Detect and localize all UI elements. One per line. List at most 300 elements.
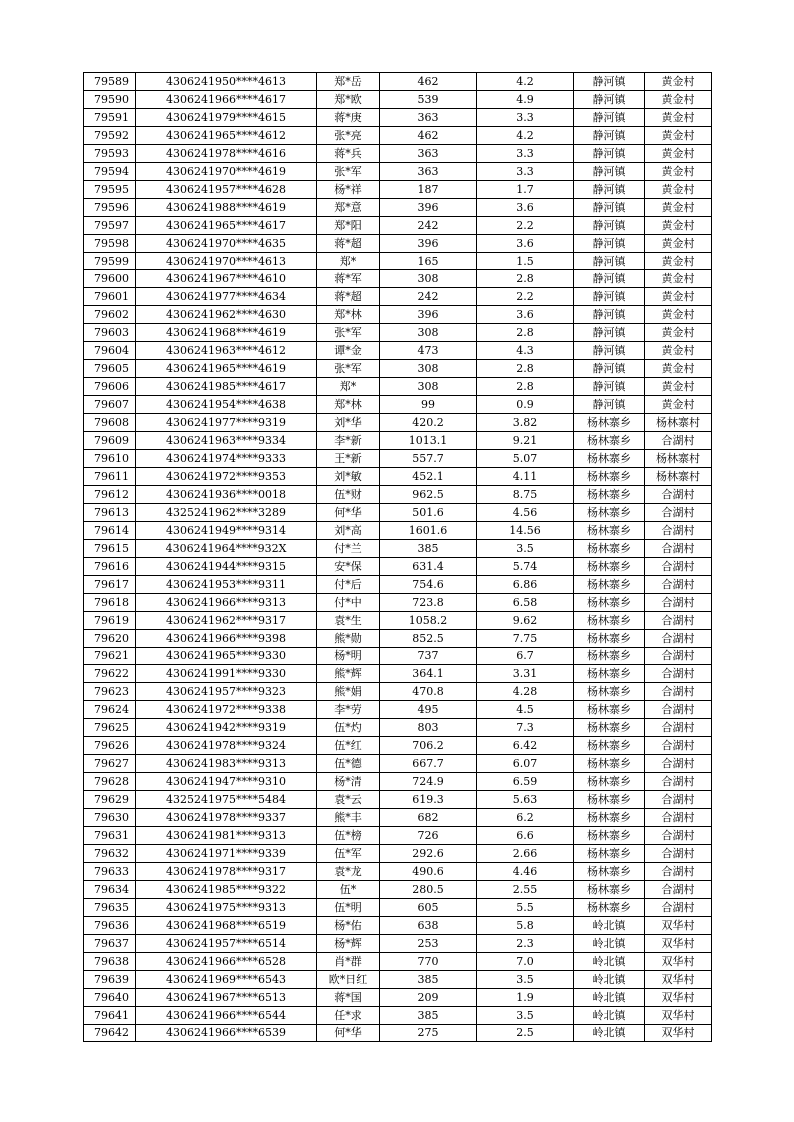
name-cell: 刘*高: [317, 521, 380, 539]
village-cell: 合湖村: [645, 755, 712, 773]
id-number-cell: 4306241965****9330: [136, 647, 317, 665]
village-cell: 合湖村: [645, 485, 712, 503]
table-row: [84, 414, 712, 432]
serial-number-cell: 79638: [84, 952, 136, 970]
table-row: [84, 90, 712, 108]
area-cell: 3.3: [477, 108, 574, 126]
amount-cell: 605: [380, 898, 477, 916]
table-row: [84, 557, 712, 575]
village-cell: 杨林寨村: [645, 414, 712, 432]
serial-number-cell: 79620: [84, 629, 136, 647]
amount-cell: 770: [380, 952, 477, 970]
amount-cell: 501.6: [380, 503, 477, 521]
township-cell: 杨林寨乡: [574, 844, 645, 862]
amount-cell: 396: [380, 198, 477, 216]
name-cell: 郑*欧: [317, 90, 380, 108]
table-row: [84, 216, 712, 234]
name-cell: 熊*丰: [317, 809, 380, 827]
serial-number-cell: 79624: [84, 701, 136, 719]
table-row: [84, 827, 712, 845]
table-row: [84, 467, 712, 485]
village-cell: 黄金村: [645, 306, 712, 324]
name-cell: 郑*林: [317, 396, 380, 414]
township-cell: 静河镇: [574, 126, 645, 144]
area-cell: 6.2: [477, 809, 574, 827]
id-number-cell: 4306241962****9317: [136, 611, 317, 629]
amount-cell: 396: [380, 234, 477, 252]
serial-number-cell: 79602: [84, 306, 136, 324]
table-row: [84, 270, 712, 288]
id-number-cell: 4306241978****4616: [136, 144, 317, 162]
serial-number-cell: 79608: [84, 414, 136, 432]
id-number-cell: 4306241985****4617: [136, 378, 317, 396]
village-cell: 合湖村: [645, 432, 712, 450]
name-cell: 王*新: [317, 450, 380, 468]
name-cell: 付*中: [317, 593, 380, 611]
table-row: [84, 234, 712, 252]
name-cell: 付*后: [317, 575, 380, 593]
village-cell: 黄金村: [645, 270, 712, 288]
id-number-cell: 4306241983****9313: [136, 755, 317, 773]
id-number-cell: 4306241970****4635: [136, 234, 317, 252]
area-cell: 2.8: [477, 378, 574, 396]
serial-number-cell: 79623: [84, 683, 136, 701]
township-cell: 杨林寨乡: [574, 629, 645, 647]
area-cell: 4.2: [477, 126, 574, 144]
table-row: [84, 360, 712, 378]
area-cell: 3.3: [477, 162, 574, 180]
serial-number-cell: 79628: [84, 773, 136, 791]
table-row: [84, 108, 712, 126]
table-row: [84, 126, 712, 144]
table-row: [84, 162, 712, 180]
id-number-cell: 4306241966****4617: [136, 90, 317, 108]
amount-cell: 462: [380, 73, 477, 91]
township-cell: 静河镇: [574, 306, 645, 324]
village-cell: 双华村: [645, 988, 712, 1006]
serial-number-cell: 79614: [84, 521, 136, 539]
table-row: [84, 791, 712, 809]
township-cell: 静河镇: [574, 180, 645, 198]
township-cell: 静河镇: [574, 252, 645, 270]
serial-number-cell: 79593: [84, 144, 136, 162]
table-row: [84, 611, 712, 629]
area-cell: 6.6: [477, 827, 574, 845]
table-row: [84, 432, 712, 450]
table-row: [84, 880, 712, 898]
township-cell: 静河镇: [574, 360, 645, 378]
village-cell: 合湖村: [645, 844, 712, 862]
id-number-cell: 4306241978****9337: [136, 809, 317, 827]
serial-number-cell: 79599: [84, 252, 136, 270]
village-cell: 黄金村: [645, 324, 712, 342]
table-row: [84, 952, 712, 970]
id-number-cell: 4306241966****9313: [136, 593, 317, 611]
id-number-cell: 4306241968****4619: [136, 324, 317, 342]
serial-number-cell: 79617: [84, 575, 136, 593]
name-cell: 伍*榜: [317, 827, 380, 845]
name-cell: 郑*意: [317, 198, 380, 216]
township-cell: 岭北镇: [574, 916, 645, 934]
village-cell: 合湖村: [645, 539, 712, 557]
id-number-cell: 4306241967****6513: [136, 988, 317, 1006]
id-number-cell: 4306241966****6539: [136, 1024, 317, 1042]
table-row: [84, 916, 712, 934]
id-number-cell: 4306241981****9313: [136, 827, 317, 845]
amount-cell: 490.6: [380, 862, 477, 880]
table-row: [84, 485, 712, 503]
name-cell: 伍*明: [317, 898, 380, 916]
id-number-cell: 4325241962****3289: [136, 503, 317, 521]
township-cell: 杨林寨乡: [574, 862, 645, 880]
amount-cell: 723.8: [380, 593, 477, 611]
serial-number-cell: 79610: [84, 450, 136, 468]
township-cell: 静河镇: [574, 162, 645, 180]
village-cell: 合湖村: [645, 647, 712, 665]
township-cell: 岭北镇: [574, 952, 645, 970]
serial-number-cell: 79625: [84, 719, 136, 737]
township-cell: 杨林寨乡: [574, 647, 645, 665]
township-cell: 杨林寨乡: [574, 539, 645, 557]
area-cell: 4.46: [477, 862, 574, 880]
id-number-cell: 4306241957****4628: [136, 180, 317, 198]
serial-number-cell: 79621: [84, 647, 136, 665]
area-cell: 0.9: [477, 396, 574, 414]
village-cell: 黄金村: [645, 198, 712, 216]
amount-cell: 726: [380, 827, 477, 845]
table-row: [84, 396, 712, 414]
serial-number-cell: 79598: [84, 234, 136, 252]
id-number-cell: 4306241970****4619: [136, 162, 317, 180]
village-cell: 黄金村: [645, 162, 712, 180]
village-cell: 黄金村: [645, 108, 712, 126]
amount-cell: 280.5: [380, 880, 477, 898]
serial-number-cell: 79627: [84, 755, 136, 773]
table-body: [84, 73, 712, 1042]
name-cell: 郑*林: [317, 306, 380, 324]
name-cell: 安*保: [317, 557, 380, 575]
village-cell: 合湖村: [645, 862, 712, 880]
township-cell: 静河镇: [574, 108, 645, 126]
amount-cell: 308: [380, 360, 477, 378]
id-number-cell: 4306241964****932X: [136, 539, 317, 557]
township-cell: 杨林寨乡: [574, 773, 645, 791]
name-cell: 欧*日红: [317, 970, 380, 988]
village-cell: 合湖村: [645, 629, 712, 647]
township-cell: 杨林寨乡: [574, 701, 645, 719]
id-number-cell: 4306241966****6544: [136, 1006, 317, 1024]
amount-cell: 187: [380, 180, 477, 198]
name-cell: 刘*华: [317, 414, 380, 432]
village-cell: 合湖村: [645, 665, 712, 683]
serial-number-cell: 79592: [84, 126, 136, 144]
id-number-cell: 4306241963****9334: [136, 432, 317, 450]
township-cell: 杨林寨乡: [574, 827, 645, 845]
township-cell: 岭北镇: [574, 970, 645, 988]
township-cell: 杨林寨乡: [574, 880, 645, 898]
area-cell: 2.8: [477, 360, 574, 378]
area-cell: 4.5: [477, 701, 574, 719]
area-cell: 9.21: [477, 432, 574, 450]
amount-cell: 275: [380, 1024, 477, 1042]
id-number-cell: 4306241957****6514: [136, 934, 317, 952]
id-number-cell: 4325241975****5484: [136, 791, 317, 809]
table-row: [84, 73, 712, 91]
table-row: [84, 593, 712, 611]
data-table: [83, 72, 712, 1042]
area-cell: 4.56: [477, 503, 574, 521]
serial-number-cell: 79636: [84, 916, 136, 934]
village-cell: 合湖村: [645, 503, 712, 521]
area-cell: 3.5: [477, 970, 574, 988]
township-cell: 杨林寨乡: [574, 432, 645, 450]
name-cell: 伍*: [317, 880, 380, 898]
village-cell: 合湖村: [645, 557, 712, 575]
table-row: [84, 503, 712, 521]
table-row: [84, 342, 712, 360]
name-cell: 刘*敏: [317, 467, 380, 485]
township-cell: 杨林寨乡: [574, 665, 645, 683]
area-cell: 3.6: [477, 234, 574, 252]
id-number-cell: 4306241942****9319: [136, 719, 317, 737]
township-cell: 岭北镇: [574, 1024, 645, 1042]
amount-cell: 242: [380, 288, 477, 306]
township-cell: 杨林寨乡: [574, 521, 645, 539]
amount-cell: 363: [380, 108, 477, 126]
table-row: [84, 252, 712, 270]
area-cell: 3.31: [477, 665, 574, 683]
amount-cell: 308: [380, 270, 477, 288]
table-row: [84, 773, 712, 791]
village-cell: 黄金村: [645, 378, 712, 396]
name-cell: 杨*明: [317, 647, 380, 665]
name-cell: 张*亮: [317, 126, 380, 144]
area-cell: 4.9: [477, 90, 574, 108]
village-cell: 黄金村: [645, 216, 712, 234]
amount-cell: 631.4: [380, 557, 477, 575]
name-cell: 肖*群: [317, 952, 380, 970]
amount-cell: 1058.2: [380, 611, 477, 629]
area-cell: 6.42: [477, 737, 574, 755]
area-cell: 3.5: [477, 1006, 574, 1024]
area-cell: 5.63: [477, 791, 574, 809]
serial-number-cell: 79634: [84, 880, 136, 898]
id-number-cell: 4306241977****4634: [136, 288, 317, 306]
name-cell: 熊*娟: [317, 683, 380, 701]
township-cell: 静河镇: [574, 288, 645, 306]
name-cell: 熊*辉: [317, 665, 380, 683]
name-cell: 郑*岳: [317, 73, 380, 91]
village-cell: 合湖村: [645, 898, 712, 916]
area-cell: 14.56: [477, 521, 574, 539]
amount-cell: 706.2: [380, 737, 477, 755]
name-cell: 谭*金: [317, 342, 380, 360]
amount-cell: 619.3: [380, 791, 477, 809]
name-cell: 杨*辉: [317, 934, 380, 952]
name-cell: 伍*灼: [317, 719, 380, 737]
name-cell: 蒋*超: [317, 288, 380, 306]
village-cell: 合湖村: [645, 791, 712, 809]
serial-number-cell: 79604: [84, 342, 136, 360]
serial-number-cell: 79612: [84, 485, 136, 503]
name-cell: 任*求: [317, 1006, 380, 1024]
name-cell: 袁*生: [317, 611, 380, 629]
id-number-cell: 4306241972****9353: [136, 467, 317, 485]
area-cell: 2.2: [477, 288, 574, 306]
amount-cell: 363: [380, 144, 477, 162]
amount-cell: 385: [380, 970, 477, 988]
name-cell: 李*劳: [317, 701, 380, 719]
serial-number-cell: 79629: [84, 791, 136, 809]
area-cell: 6.07: [477, 755, 574, 773]
village-cell: 杨林寨村: [645, 467, 712, 485]
township-cell: 杨林寨乡: [574, 467, 645, 485]
village-cell: 合湖村: [645, 521, 712, 539]
serial-number-cell: 79618: [84, 593, 136, 611]
area-cell: 6.7: [477, 647, 574, 665]
area-cell: 7.0: [477, 952, 574, 970]
area-cell: 6.86: [477, 575, 574, 593]
township-cell: 岭北镇: [574, 934, 645, 952]
area-cell: 9.62: [477, 611, 574, 629]
amount-cell: 462: [380, 126, 477, 144]
serial-number-cell: 79589: [84, 73, 136, 91]
table-row: [84, 1006, 712, 1024]
table-row: [84, 862, 712, 880]
serial-number-cell: 79606: [84, 378, 136, 396]
township-cell: 杨林寨乡: [574, 898, 645, 916]
area-cell: 5.5: [477, 898, 574, 916]
township-cell: 杨林寨乡: [574, 485, 645, 503]
name-cell: 郑*阳: [317, 216, 380, 234]
amount-cell: 1013.1: [380, 432, 477, 450]
id-number-cell: 4306241968****6519: [136, 916, 317, 934]
amount-cell: 557.7: [380, 450, 477, 468]
amount-cell: 420.2: [380, 414, 477, 432]
village-cell: 合湖村: [645, 611, 712, 629]
village-cell: 合湖村: [645, 701, 712, 719]
township-cell: 静河镇: [574, 216, 645, 234]
township-cell: 杨林寨乡: [574, 683, 645, 701]
table-row: [84, 629, 712, 647]
serial-number-cell: 79609: [84, 432, 136, 450]
id-number-cell: 4306241978****9324: [136, 737, 317, 755]
township-cell: 杨林寨乡: [574, 593, 645, 611]
id-number-cell: 4306241967****4610: [136, 270, 317, 288]
area-cell: 2.55: [477, 880, 574, 898]
amount-cell: 852.5: [380, 629, 477, 647]
area-cell: 2.8: [477, 270, 574, 288]
area-cell: 2.66: [477, 844, 574, 862]
name-cell: 张*军: [317, 162, 380, 180]
table-row: [84, 719, 712, 737]
serial-number-cell: 79607: [84, 396, 136, 414]
serial-number-cell: 79611: [84, 467, 136, 485]
township-cell: 杨林寨乡: [574, 503, 645, 521]
table-row: [84, 934, 712, 952]
amount-cell: 363: [380, 162, 477, 180]
name-cell: 伍*财: [317, 485, 380, 503]
id-number-cell: 4306241954****4638: [136, 396, 317, 414]
id-number-cell: 4306241974****9333: [136, 450, 317, 468]
table-row: [84, 180, 712, 198]
amount-cell: 962.5: [380, 485, 477, 503]
id-number-cell: 4306241991****9330: [136, 665, 317, 683]
name-cell: 伍*德: [317, 755, 380, 773]
serial-number-cell: 79595: [84, 180, 136, 198]
amount-cell: 682: [380, 809, 477, 827]
id-number-cell: 4306241936****0018: [136, 485, 317, 503]
amount-cell: 638: [380, 916, 477, 934]
area-cell: 1.9: [477, 988, 574, 1006]
id-number-cell: 4306241953****9311: [136, 575, 317, 593]
village-cell: 双华村: [645, 1006, 712, 1024]
amount-cell: 396: [380, 306, 477, 324]
village-cell: 双华村: [645, 970, 712, 988]
serial-number-cell: 79591: [84, 108, 136, 126]
name-cell: 付*兰: [317, 539, 380, 557]
id-number-cell: 4306241965****4612: [136, 126, 317, 144]
village-cell: 合湖村: [645, 575, 712, 593]
id-number-cell: 4306241957****9323: [136, 683, 317, 701]
amount-cell: 385: [380, 1006, 477, 1024]
name-cell: 袁*龙: [317, 862, 380, 880]
id-number-cell: 4306241985****9322: [136, 880, 317, 898]
amount-cell: 737: [380, 647, 477, 665]
area-cell: 2.3: [477, 934, 574, 952]
village-cell: 双华村: [645, 934, 712, 952]
id-number-cell: 4306241947****9310: [136, 773, 317, 791]
area-cell: 5.8: [477, 916, 574, 934]
village-cell: 黄金村: [645, 342, 712, 360]
serial-number-cell: 79601: [84, 288, 136, 306]
serial-number-cell: 79639: [84, 970, 136, 988]
area-cell: 4.28: [477, 683, 574, 701]
village-cell: 杨林寨村: [645, 450, 712, 468]
name-cell: 伍*军: [317, 844, 380, 862]
township-cell: 静河镇: [574, 270, 645, 288]
village-cell: 合湖村: [645, 880, 712, 898]
name-cell: 郑*: [317, 252, 380, 270]
township-cell: 静河镇: [574, 234, 645, 252]
village-cell: 合湖村: [645, 773, 712, 791]
table-row: [84, 144, 712, 162]
township-cell: 杨林寨乡: [574, 414, 645, 432]
table-row: [84, 288, 712, 306]
serial-number-cell: 79635: [84, 898, 136, 916]
area-cell: 5.07: [477, 450, 574, 468]
name-cell: 蒋*庚: [317, 108, 380, 126]
name-cell: 伍*红: [317, 737, 380, 755]
village-cell: 黄金村: [645, 234, 712, 252]
amount-cell: 724.9: [380, 773, 477, 791]
table-row: [84, 970, 712, 988]
amount-cell: 803: [380, 719, 477, 737]
table-row: [84, 647, 712, 665]
village-cell: 合湖村: [645, 737, 712, 755]
table-row: [84, 306, 712, 324]
township-cell: 杨林寨乡: [574, 719, 645, 737]
serial-number-cell: 79605: [84, 360, 136, 378]
area-cell: 6.58: [477, 593, 574, 611]
id-number-cell: 4306241972****9338: [136, 701, 317, 719]
table-row: [84, 539, 712, 557]
table-row: [84, 378, 712, 396]
id-number-cell: 4306241949****9314: [136, 521, 317, 539]
table-row: [84, 575, 712, 593]
table-row: [84, 521, 712, 539]
area-cell: 1.5: [477, 252, 574, 270]
